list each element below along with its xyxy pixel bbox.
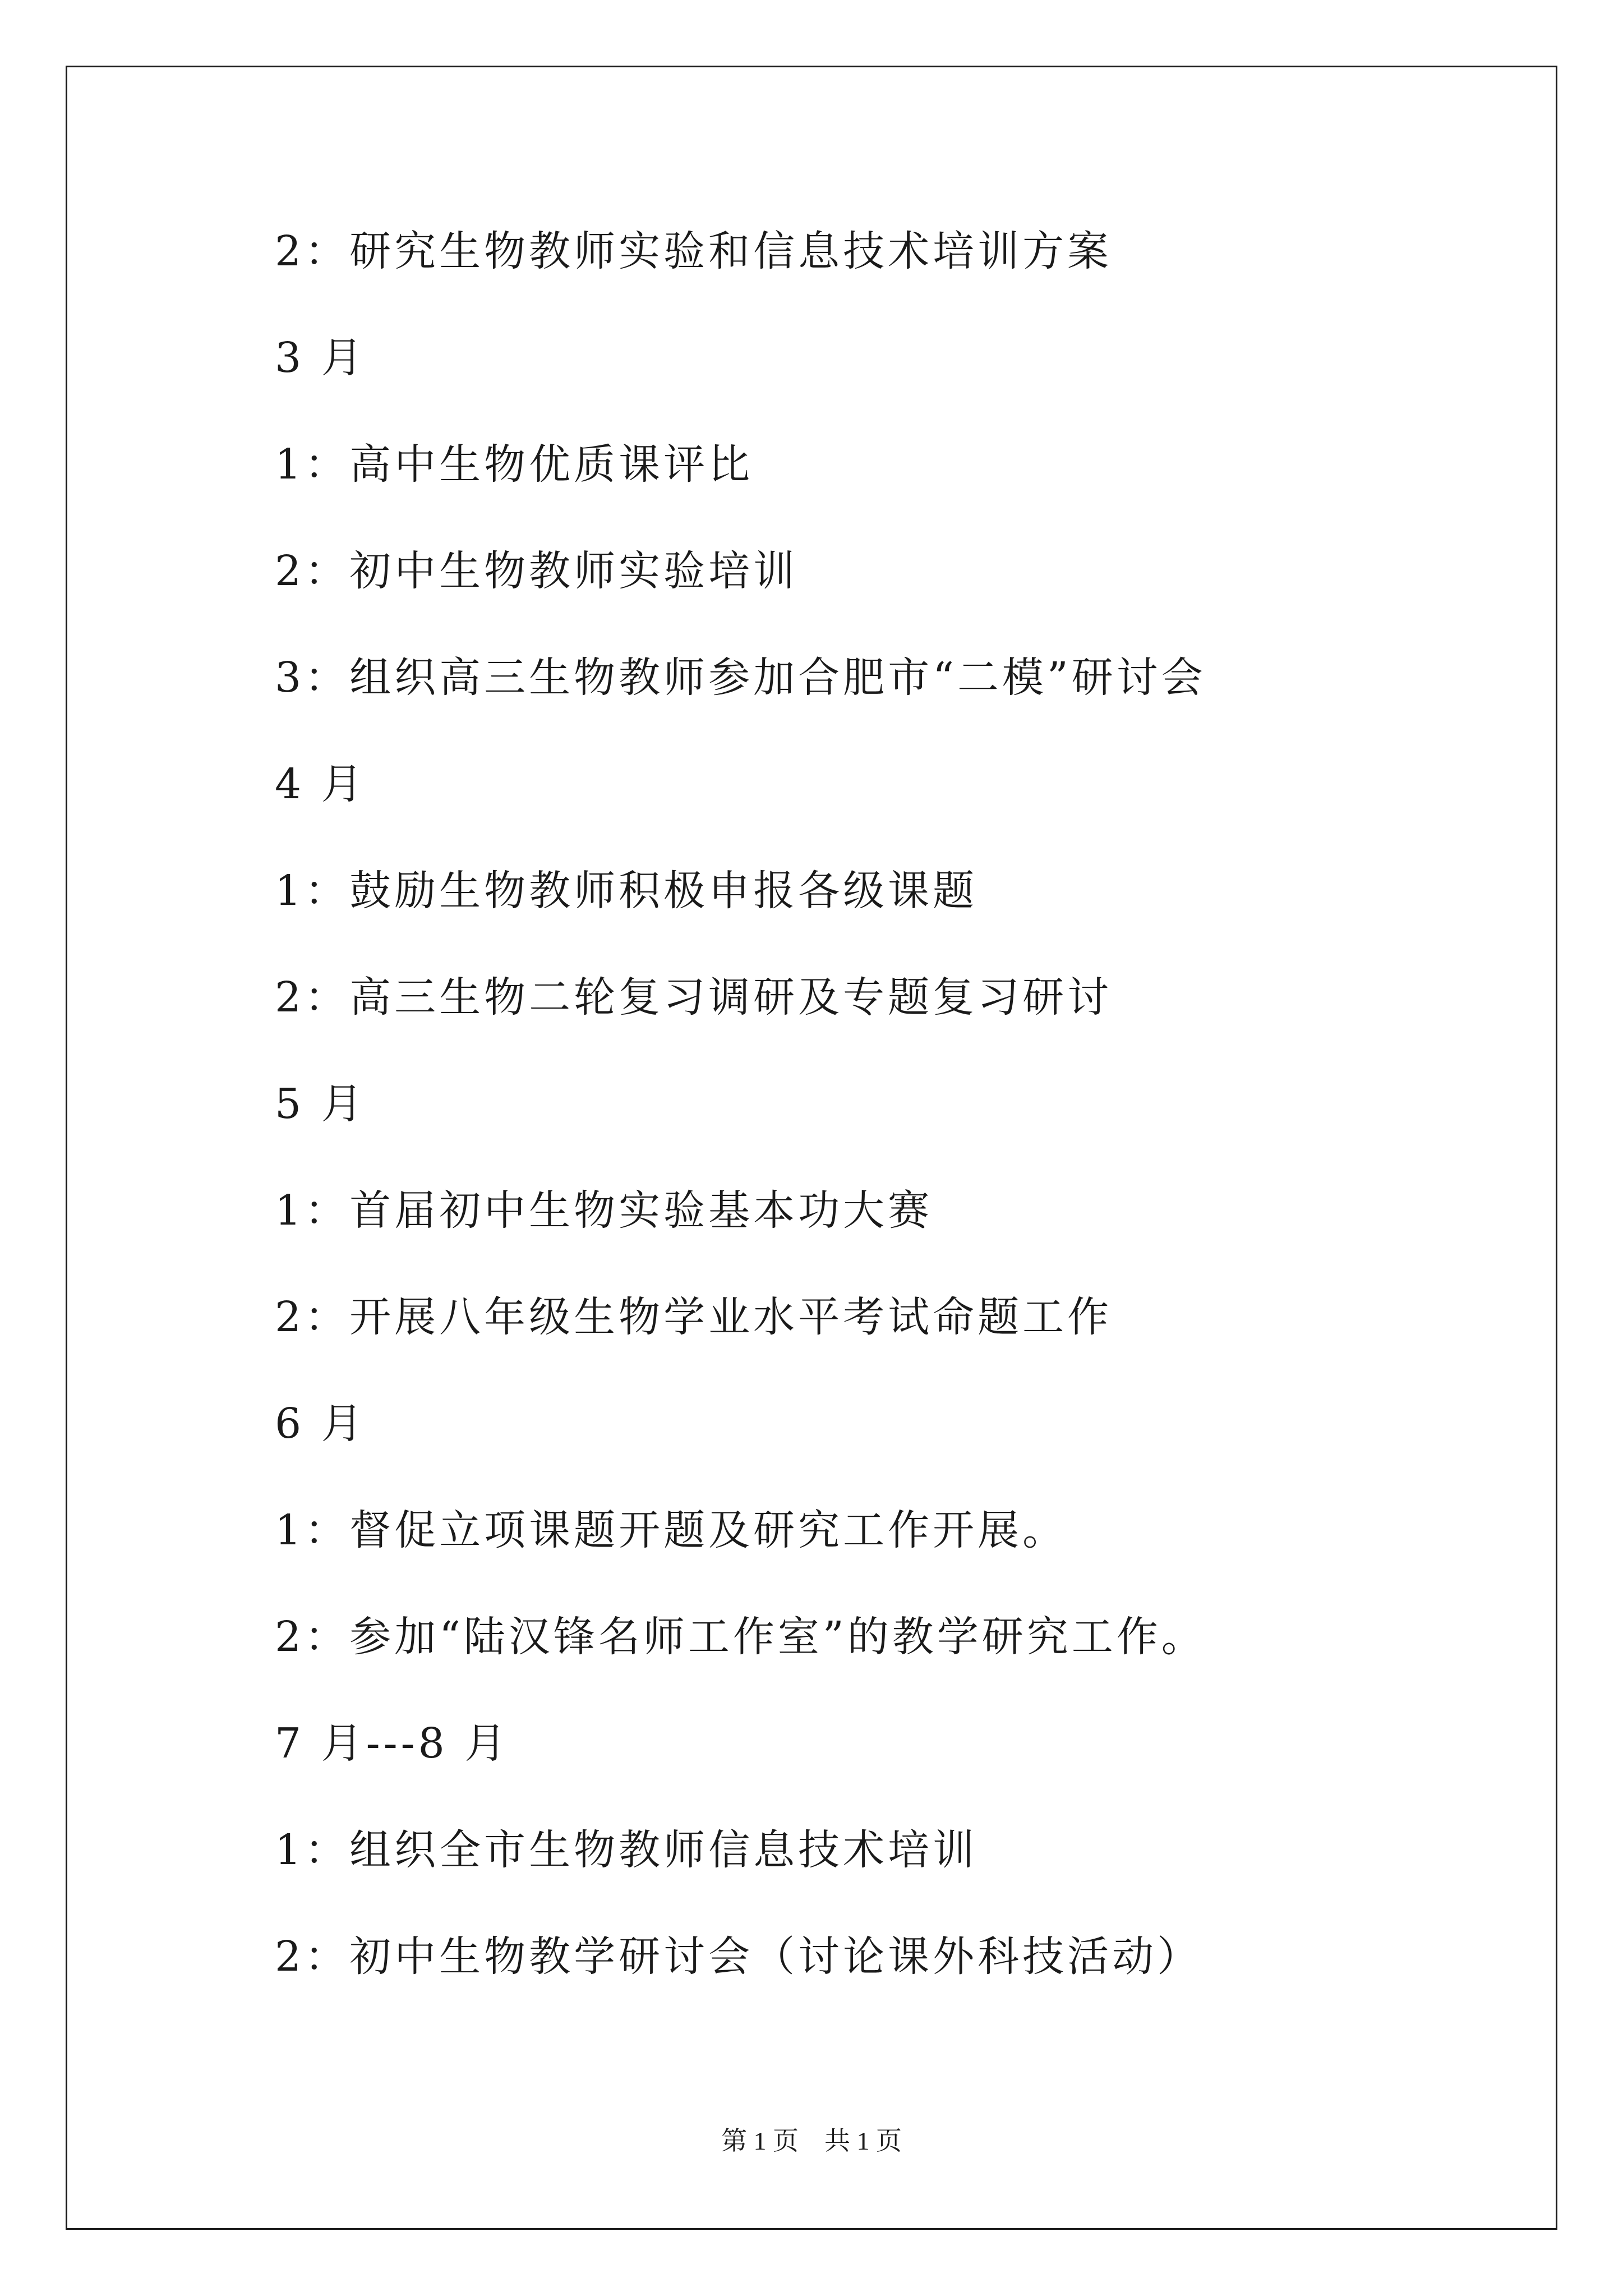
month-heading: 4 月 bbox=[275, 760, 366, 808]
text-line: 1：高中生物优质课评比 bbox=[275, 440, 754, 489]
text-line: 2：研究生物教师实验和信息技术培训方案 bbox=[275, 227, 1113, 275]
text-line: 1：组织全市生物教师信息技术培训 bbox=[275, 1826, 978, 1874]
document-body bbox=[275, 223, 1509, 2035]
text-line: 1：首届初中生物实验基本功大赛 bbox=[275, 1186, 933, 1235]
text-line: 1：督促立项课题开题及研究工作开展。 bbox=[275, 1506, 1068, 1554]
page-footer: 第 1 页 共 1 页 bbox=[721, 2127, 902, 2155]
text-line: 2：参加“陆汉锋名师工作室”的教学研究工作。 bbox=[275, 1613, 1206, 1661]
month-heading: 5 月 bbox=[275, 1080, 366, 1128]
text-line: 2：初中生物教学研讨会（讨论课外科技活动） bbox=[275, 1932, 1202, 1981]
text-line: 2：初中生物教师实验培训 bbox=[275, 547, 799, 595]
text-line: 2：高三生物二轮复习调研及专题复习研讨 bbox=[275, 973, 1113, 1022]
month-heading: 6 月 bbox=[275, 1400, 366, 1448]
text-line: 2：开展八年级生物学业水平考试命题工作 bbox=[275, 1293, 1113, 1341]
month-heading: 3 月 bbox=[275, 334, 366, 382]
month-heading: 7 月---8 月 bbox=[275, 1719, 510, 1768]
text-line: 1：鼓励生物教师积极申报各级课题 bbox=[275, 867, 978, 915]
text-line: 3：组织高三生物教师参加合肥市“二模”研讨会 bbox=[275, 654, 1206, 702]
